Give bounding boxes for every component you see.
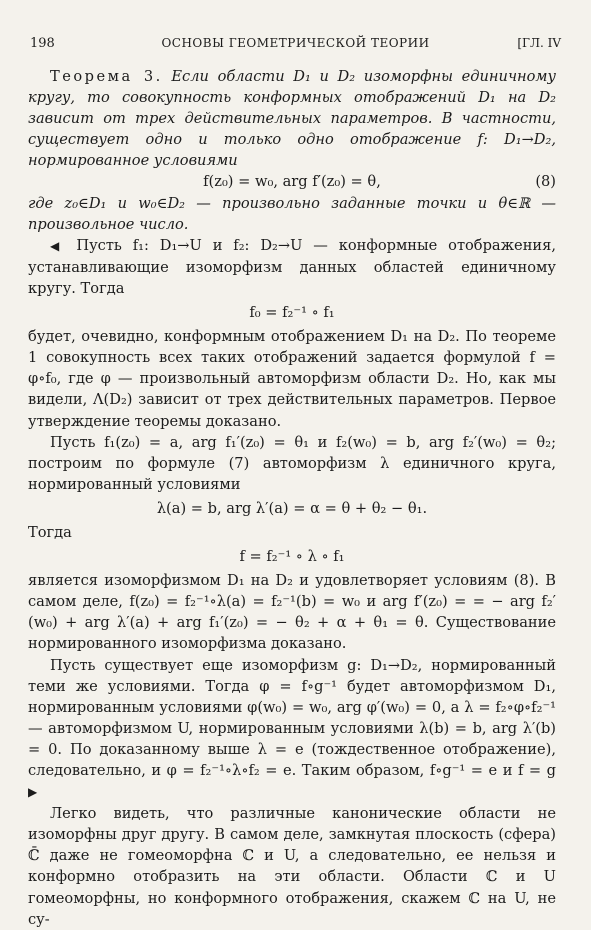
paragraph-3: Пусть f₁(z₀) = a, arg f₁′(z₀) = θ₁ и f₂(w₀) = b, arg f₂′(w₀) = θ₂; построим по формуле (7) автоморфизм λ единичного круга, нормированный условиями <box>28 433 556 493</box>
equation-f0: f₀ = f₂⁻¹ ∘ f₁ <box>249 304 335 322</box>
equation-lambda: λ(a) = b, arg λ′(a) = α = θ + θ₂ − θ₁. <box>156 499 428 517</box>
page-number: 198 <box>30 36 55 51</box>
paragraph-6: Легко видеть, что различные канонические области не изоморфны друг другу. В самом деле, замкнутая плоскость (сфера) ℂ̄ даже не гомеоморфна ℂ и U, а следовательно, ее нельзя и конформно отобразить на эти области. Области ℂ и U гомеоморфны, но конформного отображения, скажем ℂ на U, не су- <box>28 805 556 928</box>
proof-end-icon: ▶ <box>28 785 38 800</box>
proof-paragraph-1 <box>28 235 556 299</box>
proof-text-1: Пусть f₁: D₁→U и f₂: D₂→U — конформные отображения, устанавливающие изоморфизм данных областей единичному кругу. Тогда <box>28 236 556 297</box>
theorem-statement-2: где z₀∈D₁ и w₀∈D₂ — произвольно заданные точки и θ∈ℝ — произвольное число. <box>28 194 556 233</box>
proof-start-icon: ◀ <box>50 238 66 253</box>
paragraph-5 <box>28 655 556 804</box>
page-body <box>28 66 556 930</box>
equation-8 <box>28 171 556 192</box>
theorem-label: Теорема 3. <box>50 68 163 85</box>
paragraph-5-text: Пусть существует еще изоморфизм g: D₁→D₂, нормированный теми же условиями. Тогда φ = f∘g⁻¹ будет автоморфизмом D₁, нормированным условиями φ(w₀) = w₀, arg φ′(w₀) = 0, а λ = f₂∘φ∘f₂⁻¹ — автоморфизмом U, нормированным условиями λ(b) = b, arg λ′(b) = 0. По доказанному выше λ = e (тождественное отображение), следовательно, и φ = f₂⁻¹∘λ∘f₂ = e. Таким образом, f∘g⁻¹ = e и f = g <box>28 656 556 779</box>
then-label: Тогда <box>28 523 72 541</box>
page-header <box>30 36 561 56</box>
theorem-statement-1: Если области D₁ и D₂ изоморфны единичному кругу, то совокупность конформных отображений D₁ на D₂ зависит от трех действительных параметров. В частности, существует одно и только одно отображение f: D₁→D₂, нормированное условиями <box>28 68 556 170</box>
paragraph-4: является изоморфизмом D₁ на D₂ и удовлетворяет условиям (8). В самом деле, f(z₀) = f₂⁻¹∘λ(a) = f₂⁻¹(b) = w₀ и arg f′(z₀) = = − arg f₂′(w₀) + arg λ′(a) + arg f₁′(z₀) = − θ₂ + α + θ₁ = θ. Существование нормированного изоморфизма доказано. <box>28 572 556 653</box>
theorem-3 <box>28 66 556 171</box>
equation-number-8: (8) <box>535 173 556 191</box>
running-title: ОСНОВЫ ГЕОМЕТРИЧЕСКОЙ ТЕОРИИ <box>161 36 430 50</box>
chapter-label: [ГЛ. IV <box>517 36 561 50</box>
equation-f: f = f₂⁻¹ ∘ λ ∘ f₁ <box>239 548 345 566</box>
paragraph-2: будет, очевидно, конформным отображением D₁ на D₂. По теореме 1 совокупность всех таких отображений задается формулой f = φ∘f₀, где φ — произвольный автоморфизм области D₂. Но, как мы видели, Λ(D₂) зависит от трех действительных параметров. Первое утверждение теоремы доказано. <box>28 328 556 430</box>
equation-8-body: f(z₀) = w₀, arg f′(z₀) = θ, <box>203 173 381 191</box>
